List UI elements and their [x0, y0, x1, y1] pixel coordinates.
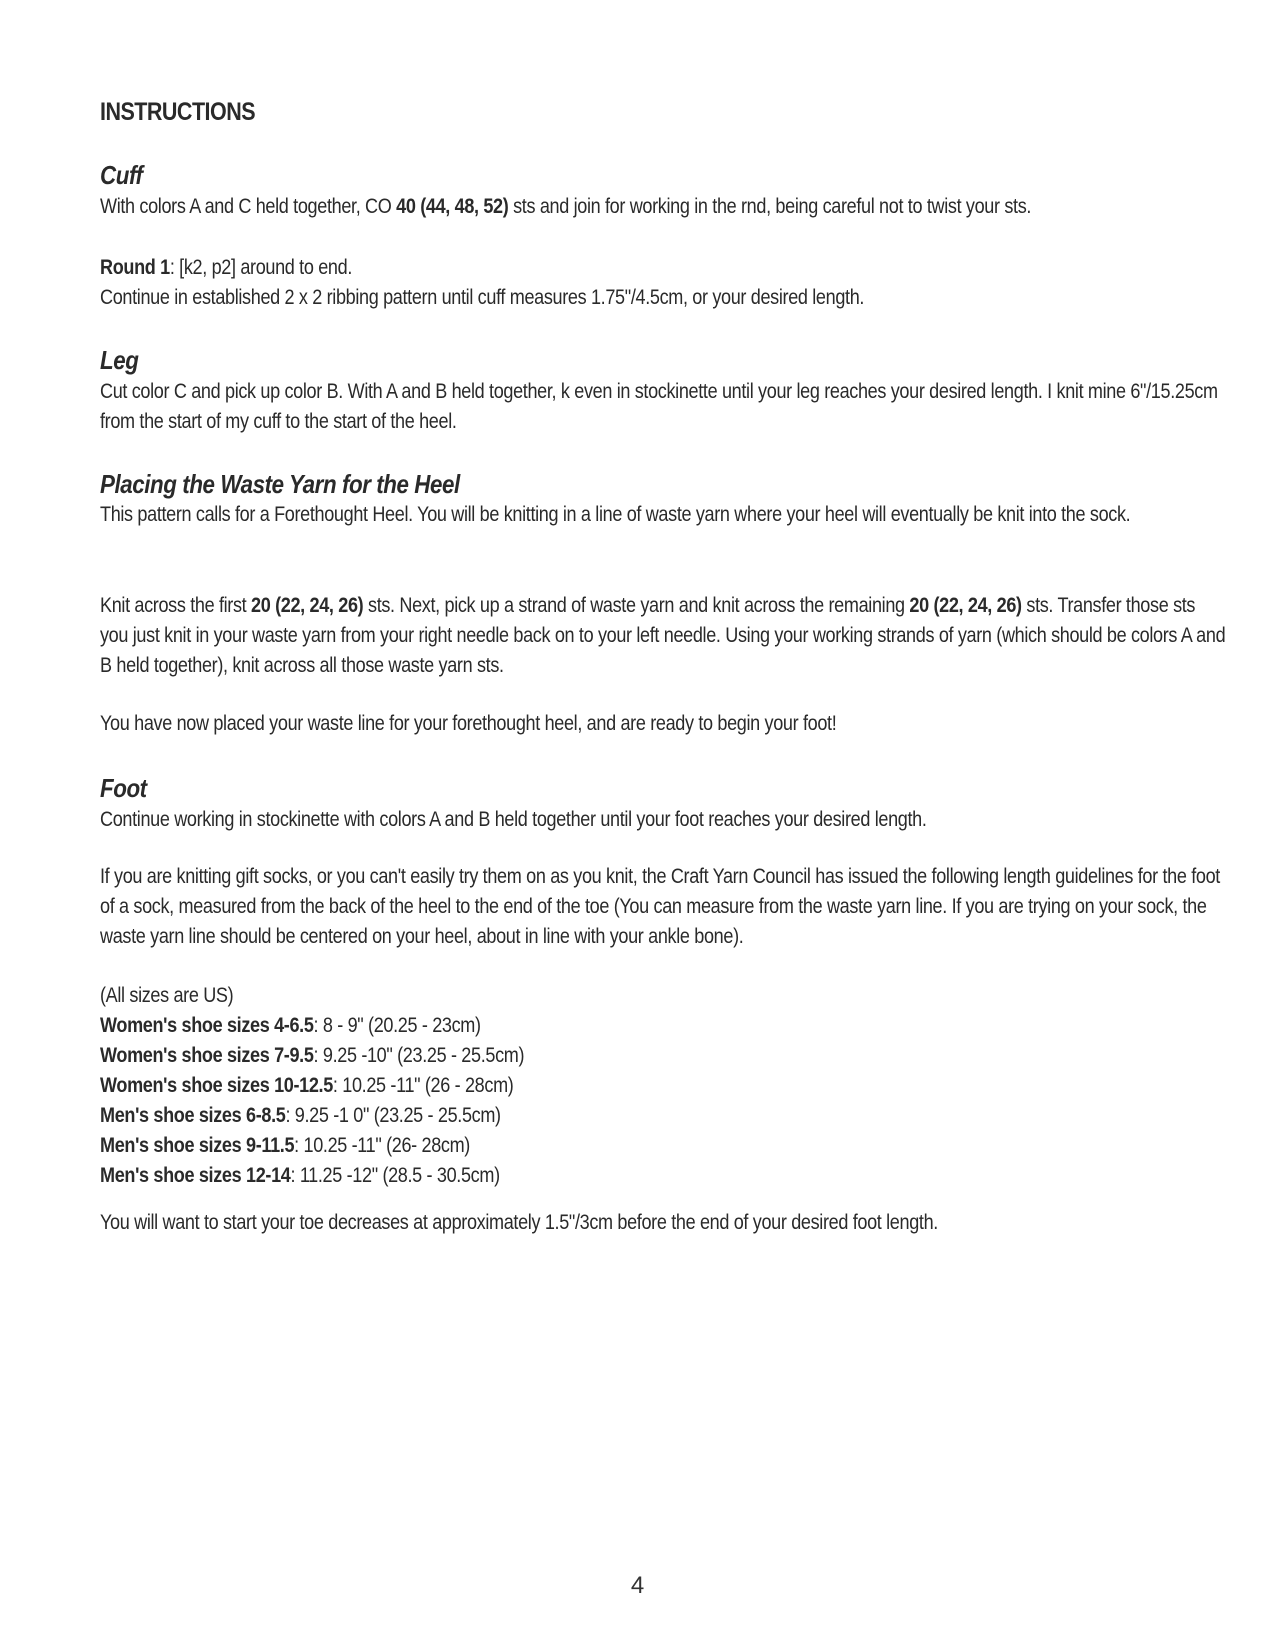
size-row: Men's shoe sizes 12-14: 11.25 -12" (28.5 - 30.5cm)	[100, 1164, 500, 1187]
page-heading: INSTRUCTIONS	[100, 98, 256, 126]
page-number: 4	[630, 1572, 645, 1599]
waste-yarn-knit-paragraph: Knit across the first 20 (22, 24, 26) sts. Next, pick up a strand of waste yarn and knit across the remaining 20 (22, 24, 26) sts. Transfer those sts you just knit in your waste yarn from your right needle back on to your left needle. Using your working strands of yarn (which should be colors A and B held together), knit across all those waste yarn sts.	[100, 594, 1226, 677]
leg-title: Leg	[100, 345, 139, 375]
leg-paragraph: Cut color C and pick up color B. With A and B held together, k even in stockinette until your leg reaches your desired length. I knit mine 6"/15.25cm from the start of my cuff to the start of the heel.	[100, 380, 1218, 433]
size-row: Women's shoe sizes 7-9.5: 9.25 -10" (23.25 - 25.5cm)	[100, 1044, 525, 1067]
shoe-size-list	[100, 981, 1227, 1191]
cuff-stitch-count: 40 (44, 48, 52)	[396, 195, 509, 218]
foot-paragraph: Continue working in stockinette with colors A and B held together until your foot reaches your desired length.	[100, 808, 927, 831]
waste-yarn-title: Placing the Waste Yarn for the Heel	[100, 469, 460, 499]
cuff-title: Cuff	[100, 160, 143, 190]
sizes-note: (All sizes are US)	[100, 984, 234, 1007]
size-row: Women's shoe sizes 4-6.5: 8 - 9" (20.25 - 23cm)	[100, 1014, 481, 1037]
cuff-cast-on-paragraph: With colors A and C held together, CO 40 (44, 48, 52) sts and join for working in the rnd, being careful not to twist your sts.	[100, 195, 1032, 218]
waste-yarn-intro: This pattern calls for a Forethought Heel. You will be knitting in a line of waste yarn where your heel will eventually be knit into the sock.	[100, 503, 1131, 526]
size-row: Women's shoe sizes 10-12.5: 10.25 -11" (26 - 28cm)	[100, 1074, 514, 1097]
size-row: Men's shoe sizes 6-8.5: 9.25 -1 0" (23.25 - 25.5cm)	[100, 1104, 501, 1127]
waste-yarn-ready: You have now placed your waste line for your forethought heel, and are ready to begin your foot!	[100, 712, 837, 735]
cuff-round-paragraph: Round 1: [k2, p2] around to end. Continue in established 2 x 2 ribbing pattern until cuff measures 1.75"/4.5cm, or your desired length.	[100, 256, 865, 309]
size-row: Men's shoe sizes 9-11.5: 10.25 -11" (26- 28cm)	[100, 1134, 470, 1157]
round-label: Round 1	[100, 256, 170, 279]
foot-title: Foot	[100, 773, 147, 803]
foot-guidelines-paragraph: If you are knitting gift socks, or you can't easily try them on as you knit, the Craft Yarn Council has issued the following length guidelines for the foot of a sock, measured from the back of the heel to the end of the toe (You can measure from the waste yarn line. If you are trying on your sock, the waste yarn line should be centered on your heel, about in line with your ankle bone).	[100, 865, 1220, 948]
toe-decrease-note: You will want to start your toe decreases at approximately 1.5"/3cm before the end of your desired foot length.	[100, 1211, 938, 1234]
